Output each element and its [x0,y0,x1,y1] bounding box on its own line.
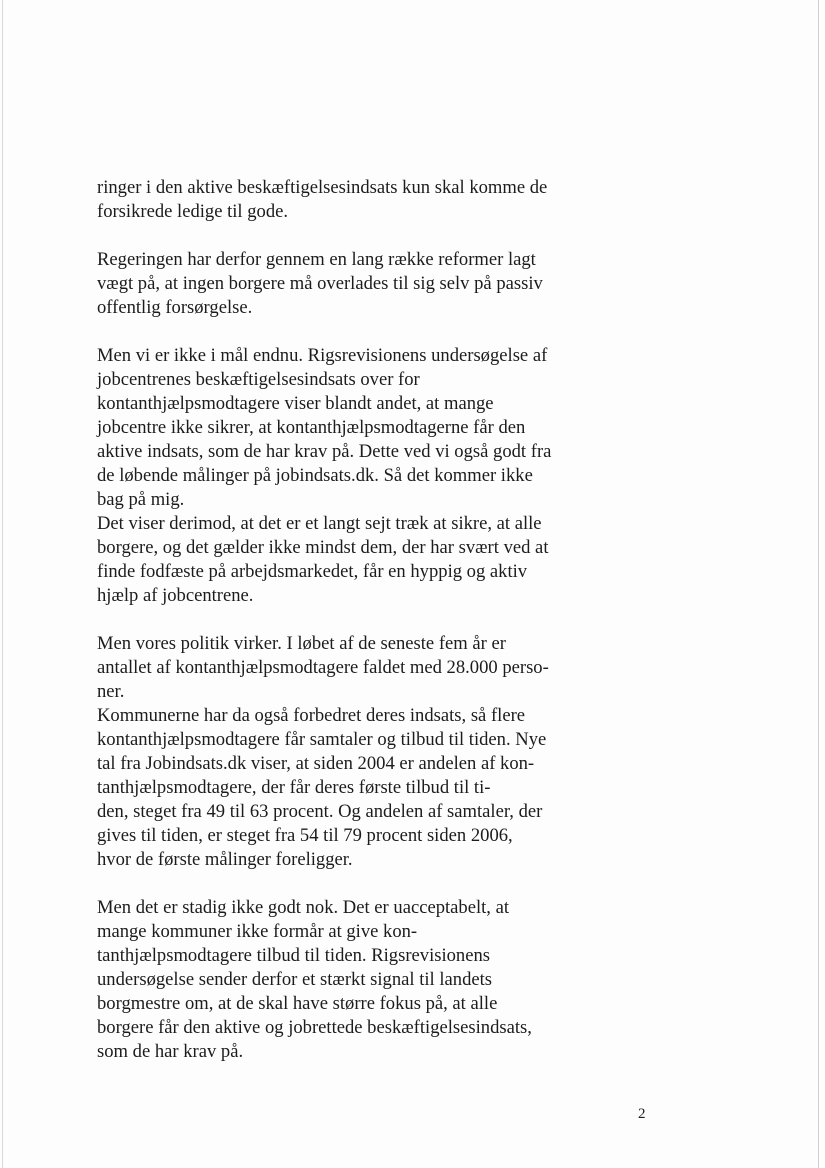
text-line: forsikrede ledige til gode. [97,201,289,222]
text-line: antallet af kontanthjælpsmodtagere faldet med 28.000 perso- [97,657,549,678]
text-line: kontanthjælpsmodtagere får samtaler og tilbud til tiden. Nye [97,729,547,750]
scan-left-edge [2,0,3,1168]
text-line: offentlig forsørgelse. [97,297,253,318]
text-line: hvor de første målinger foreligger. [97,849,353,870]
paragraph [97,176,617,224]
scan-right-edge [818,0,819,1168]
text-line: borgere, og det gælder ikke mindst dem, der har svært ved at [97,537,549,558]
text-line: som de har krav på. [97,1041,244,1062]
text-line: bag på mig. [97,489,185,510]
text-line: Men vi er ikke i mål endnu. Rigsrevisionens undersøgelse af [97,345,548,366]
text-line: den, steget fra 49 til 63 procent. Og andelen af samtaler, der [97,801,543,822]
text-line: tal fra Jobindsats.dk viser, at siden 2004 er andelen af kon- [97,753,535,774]
text-line: tanthjælpsmodtagere tilbud til tiden. Rigsrevisionens [97,945,491,966]
text-line: mange kommuner ikke formår at give kon- [97,921,418,942]
page-number: 2 [638,1106,646,1122]
paragraph-gap [97,872,617,896]
paragraph-gap [97,224,617,248]
text-line: kontanthjælpsmodtagere viser blandt andet, at mange [97,393,494,414]
paragraph-gap [97,320,617,344]
paragraph [97,248,617,320]
paragraph-gap [97,608,617,632]
text-line: vægt på, at ingen borgere må overlades til sig selv på passiv [97,273,543,294]
text-line: ner. [97,681,125,702]
text-line: undersøgelse sender derfor et stærkt signal til landets [97,969,493,990]
text-line: Men vores politik virker. I løbet af de seneste fem år er [97,633,506,654]
paragraph [97,632,617,872]
text-line: borgmestre om, at de skal have større fokus på, at alle [97,993,498,1014]
text-line: Men det er stadig ikke godt nok. Det er uacceptabelt, at [97,897,510,918]
text-line: finde fodfæste på arbejdsmarkedet, får en hyppig og aktiv [97,561,528,582]
text-line: aktive indsats, som de har krav på. Dette ved vi også godt fra [97,441,552,462]
text-line: hjælp af jobcentrene. [97,585,254,606]
text-line: tanthjælpsmodtagere, der får deres første tilbud til ti- [97,777,491,798]
text-line: de løbende målinger på jobindsats.dk. Så det kommer ikke [97,465,533,486]
text-line: jobcentre ikke sikrer, at kontanthjælpsmodtagerne får den [97,417,526,438]
text-line: Regeringen har derfor gennem en lang række reformer lagt [97,249,536,270]
paragraph [97,344,617,608]
text-line: gives til tiden, er steget fra 54 til 79 procent siden 2006, [97,825,513,846]
body-text [97,176,617,1064]
text-line: borgere får den aktive og jobrettede beskæftigelsesindsats, [97,1017,532,1038]
text-line: Kommunerne har da også forbedret deres indsats, så flere [97,705,526,726]
text-line: ringer i den aktive beskæftigelsesindsats kun skal komme de [97,177,548,198]
text-line: Det viser derimod, at det er et langt sejt træk at sikre, at alle [97,513,542,534]
paragraph [97,896,617,1064]
text-line: jobcentrenes beskæftigelsesindsats over for [97,369,420,390]
